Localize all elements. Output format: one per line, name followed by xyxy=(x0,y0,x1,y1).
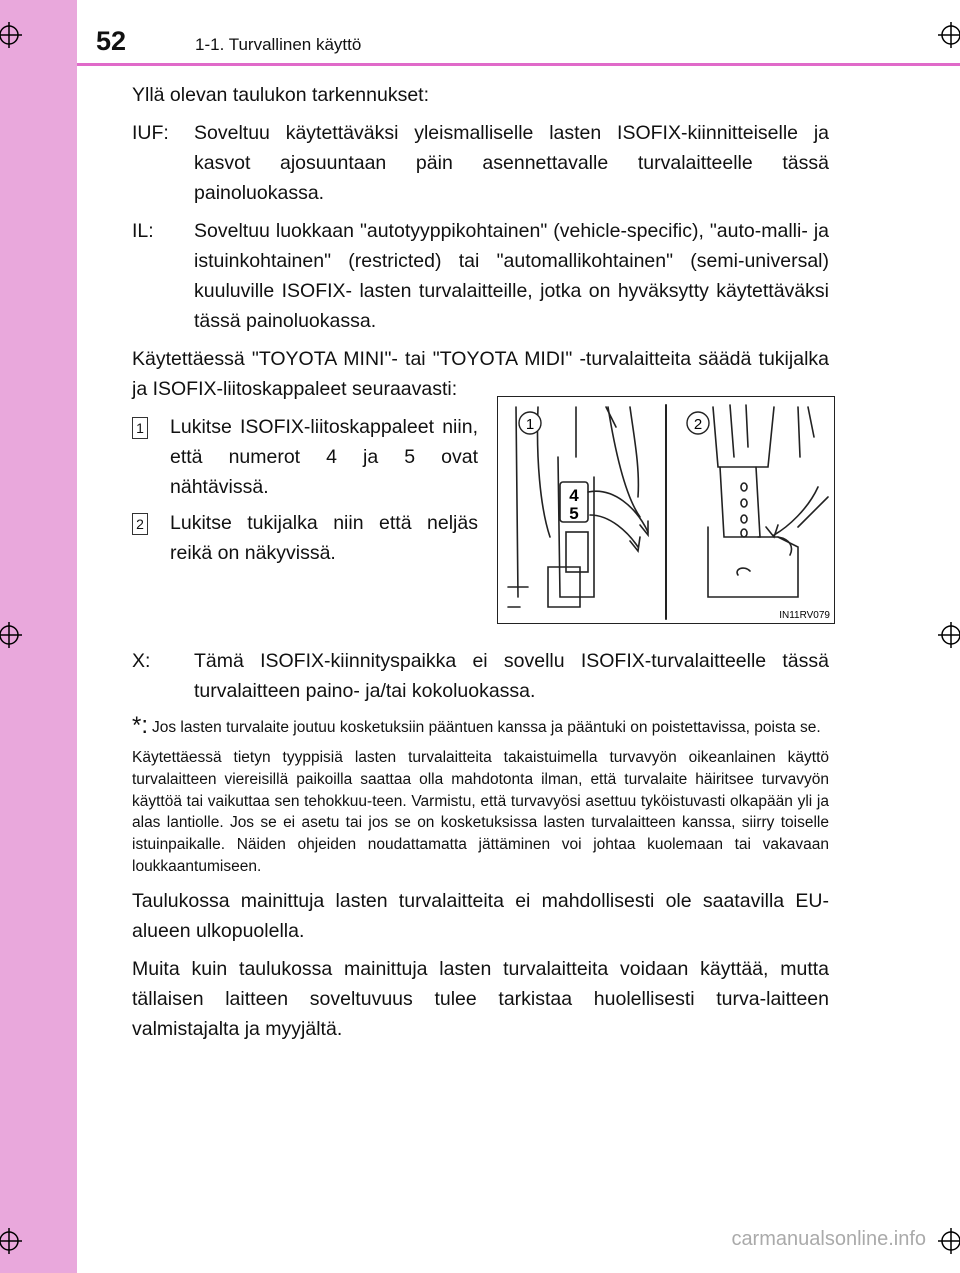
eu-availability-text: Taulukossa mainittuja lasten turvalaitteita ei mahdollisesti ole saatavilla EU-alueen ulkopuolella. xyxy=(132,889,829,942)
footer-logo: carmanualsonline.info xyxy=(731,1228,926,1250)
page-number: 52 xyxy=(96,26,127,56)
registration-mark-icon xyxy=(0,22,22,48)
definition-text: Soveltuu luokkaan "autotyyppikohtainen" (vehicle-specific), "auto-malli- ja istuinkohtainen" (restricted) tai "automallikohtainen" (semi-universal) kuuluville ISOFIX- lasten turvalaitteille, jotka on hyväksytty käytettäväksi tässä painoluokassa. xyxy=(194,220,829,332)
step-text: Lukitse tukijalka niin että neljäs reikä on näkyvissä. xyxy=(170,512,478,564)
definition-x xyxy=(132,646,829,706)
section-title: 1-1. Turvallinen käyttö xyxy=(195,35,362,54)
warning-text: Käytettäessä tietyn tyyppisiä lasten turvalaitteita takaistuimella turvavyön oikeanlainen käyttö turvalaitteen viereisillä paikoilla saattaa olla mahdotonta ilman, että turvalaite häiritsee turvavyön käyttöä tai vaikuttaa sen tehokkuu-teen. Varmistu, että turvavyösi asettuu tyköistuvasti olkapään yli ja alas lantiolle. Jos se ei asetu tai jos se on kosketuksissa lasten turvalaitteen kanssa, siirry toiselle istuinpaikalle. Näiden ohjeiden noudattamatta jättäminen voi johtaa kuolemaan tai vakavaan loukkaantumiseen. xyxy=(132,749,829,875)
definition-il xyxy=(132,216,829,336)
footnote-marker: *: xyxy=(132,712,149,739)
registration-mark-icon xyxy=(938,22,960,48)
adjust-instructions: Käytettäessä "TOYOTA MINI"- tai "TOYOTA MIDI" -turvalaitteita säädä tukijalka ja ISOFIX-liitoskappaleet seuraavasti: xyxy=(132,348,829,400)
step-number: 1 xyxy=(132,417,148,439)
footnote xyxy=(132,712,829,739)
definition-text: Soveltuu käytettäväksi yleismalliselle lasten ISOFIX-kiinnitteiselle ja kasvot ajosuuntaan päin asennettavalle turvalaitteelle tässä painoluokassa. xyxy=(194,122,829,204)
registration-mark-icon xyxy=(0,622,22,648)
other-seats-text: Muita kuin taulukossa mainittuja lasten turvalaitteita voidaan käyttää, mutta tällaisen laitteen soveltuvuus tulee tarkistaa huolellisesti turva-laitteen valmistajalta ja myyjältä. xyxy=(132,957,829,1040)
definition-term: IUF: xyxy=(132,122,169,144)
registration-mark-icon xyxy=(0,1228,22,1254)
definition-iuf xyxy=(132,118,829,208)
intro-text: Yllä olevan taulukon tarkennukset: xyxy=(132,84,430,106)
header-rule xyxy=(77,63,960,66)
footnote-text: Jos lasten turvalaite joutuu kosketuksiin pääntuen kanssa ja pääntuki on poistettavissa, poista se. xyxy=(152,719,821,736)
isofix-drawing xyxy=(498,397,834,623)
step-text: Lukitse ISOFIX-liitoskappaleet niin, että numerot 4 ja 5 ovat nähtävissä. xyxy=(170,416,478,498)
registration-mark-icon xyxy=(938,1228,960,1254)
step-2 xyxy=(132,508,478,568)
definition-term: IL: xyxy=(132,220,154,242)
definition-text: Tämä ISOFIX-kiinnityspaikka ei sovellu ISOFIX-turvalaitteelle tässä turvalaitteen paino- ja/tai kokoluokassa. xyxy=(194,650,829,702)
figure-code: IN11RV079 xyxy=(779,610,830,621)
definition-term: X: xyxy=(132,650,151,672)
step-1 xyxy=(132,412,478,502)
step-number: 2 xyxy=(132,513,148,535)
registration-mark-icon xyxy=(938,622,960,648)
mark-4: 4 xyxy=(569,486,579,505)
isofix-illustration xyxy=(497,396,835,624)
mark-5: 5 xyxy=(569,504,579,523)
callout-1: 1 xyxy=(525,416,535,433)
callout-2: 2 xyxy=(693,416,703,433)
